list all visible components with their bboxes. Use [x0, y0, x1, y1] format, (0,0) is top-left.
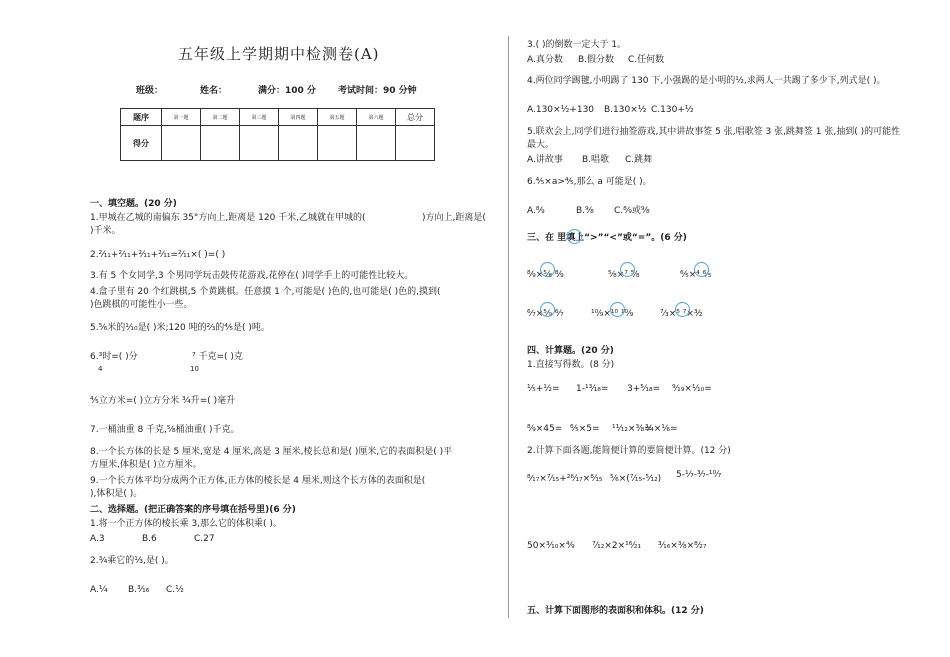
score-table — [120, 108, 435, 161]
direct-write-2: 1-¹³⁄₁₈= — [576, 384, 609, 394]
direct-write-3: 3+⁵⁄₁₈= — [627, 384, 661, 394]
column-divider — [508, 36, 509, 618]
calc-3: 5-¹⁄₇-³⁄₇-¹⁰⁄₇ — [676, 470, 722, 480]
answer-circle-icon — [567, 229, 582, 244]
row-label-score: 得分 — [121, 126, 162, 161]
choice-5-option-c: C.跳舞 — [625, 155, 653, 165]
page-title: 五年级上学期期中检测卷(A) — [178, 45, 380, 63]
q4-part-b: )色跳棋的可能性小一些。 — [90, 300, 193, 310]
compare-6: ⁷⁄₃×⁵ ⁷×³⁄₂ — [660, 309, 703, 319]
full-marks: 满分：100 分 — [258, 86, 316, 96]
choice-6-option-b: B.⁹⁄₈ — [576, 206, 594, 216]
choice-3-option-c: C.任何数 — [628, 55, 665, 65]
choice-2-option-b: B.³⁄₁₆ — [128, 585, 150, 595]
direct-write-7: ¹¹⁄₁₂×³⁄₈= — [612, 424, 652, 434]
q6-kilograms: ⁷ 千克=( )克 — [192, 352, 243, 362]
choice-5-option-b: B.唱歌 — [582, 155, 610, 165]
choice-2-option-c: C.¹⁄₂ — [166, 585, 184, 595]
part-2-title: 2.计算下面各题,能简便计算的要简便计算。(12 分) — [527, 446, 731, 456]
q1-part-a: 1.甲城在乙城的南偏东 35°方向上,距离是 120 千米,乙城就在甲城的( — [90, 213, 366, 223]
choice-3-option-a: A.真分数 — [527, 55, 563, 65]
score-cell[interactable] — [201, 126, 240, 161]
calc-2: ⁵⁄₆×(⁷⁄₁₅-⁵⁄₁₂) — [610, 474, 662, 484]
q6-hours-denominator: 4 — [98, 365, 103, 373]
direct-write-5: ⁸⁄₉×45= — [527, 424, 563, 434]
choice-2-option-a: A.¹⁄₄ — [90, 585, 108, 595]
name-label: 姓名： — [200, 86, 228, 96]
col-2: 第二题 — [201, 109, 240, 126]
col-3: 第三题 — [240, 109, 279, 126]
choice-4-option-c: C.130+¹⁄₂ — [651, 105, 694, 115]
q1-part-b: )方向上,距离是( — [422, 213, 486, 223]
direct-write-1: ¹⁄₅+¹⁄₂= — [527, 384, 560, 394]
choice-3: 3.( )的倒数一定大于 1。 — [527, 40, 627, 50]
choice-6: 6.⁴⁄₅×a>⁴⁄₅,那么 a 可能是( )。 — [527, 177, 652, 187]
compare-4-circle[interactable] — [540, 302, 555, 317]
section-1-title: 一、填空题。(20 分) — [90, 199, 177, 209]
q4-part-a: 4.盒子里有 20 个红跳棋,5 个黄跳棋。任意摸 1 个,可能是( )色的,也可能是( )色的,摸到( — [90, 287, 441, 297]
q9-part-a: 9.一个长方体平均分成两个正方体,正方体的棱长是 4 厘米,则这个长方体的表面积是( — [90, 476, 426, 486]
direct-write-8: ³⁄₄×¹⁄₆= — [645, 424, 678, 434]
col-1: 第一题 — [162, 109, 201, 126]
compare-4: ⁶⁄₇×⁵⁄₉ ⁶⁄₇ — [527, 309, 564, 319]
choice-6-option-c: C.⁸⁄₉或⁹⁄₈ — [614, 206, 650, 216]
score-cell[interactable] — [357, 126, 396, 161]
q2: 2.²⁄₁₁+²⁄₁₁+²⁄₁₁+²⁄₁₁=²⁄₁₁×( )=( ) — [90, 250, 226, 260]
calc-5: ⁷⁄₁₂×2×¹⁶⁄₂₁ — [592, 541, 642, 551]
direct-write-6: ⁶⁄₅×5= — [570, 424, 600, 434]
choice-1-option-b: B.6 — [142, 534, 157, 544]
q6-kilograms-denominator: 10 — [190, 365, 199, 373]
choice-1-option-c: C.27 — [194, 534, 215, 544]
compare-2-circle[interactable] — [620, 262, 635, 277]
direct-write-4: ⁹⁄₁₉×¹⁄₁₀= — [672, 384, 712, 394]
q3: 3.有 5 个女同学,3 个男同学玩击鼓传花游戏,花停在( )同学手上的可能性比较大。 — [90, 271, 414, 281]
choice-1-option-a: A.3 — [90, 534, 105, 544]
compare-6-circle[interactable] — [675, 302, 690, 317]
q8-part-b: 方厘米,体积是( )立方厘米。 — [90, 460, 202, 470]
class-label: 班级： — [136, 86, 164, 96]
choice-6-option-a: A.⁸⁄₉ — [527, 206, 545, 216]
compare-1: ⁸⁄₉×⁵⁄₈ ⁸⁄₉ — [527, 270, 564, 280]
section-2-title: 二、选择题。(把正确答案的序号填在括号里)(6 分) — [90, 505, 296, 515]
compare-1-circle[interactable] — [540, 262, 555, 277]
score-cell[interactable] — [240, 126, 279, 161]
choice-4: 4.两位同学踢毽,小明踢了 130 下,小强踢的是小明的¹⁄₂,求两人一共踢了多少下,列式是( )。 — [527, 76, 886, 86]
section-5-title: 五、计算下面图形的表面积和体积。(12 分) — [527, 606, 704, 616]
choice-5-part-a: 5.联欢会上,同学们进行抽签游戏,其中讲故事签 5 张,唱歌签 3 张,跳舞签 1 张,抽到( )的可能性 — [527, 127, 901, 137]
q9-part-b: ),体积是( )。 — [90, 489, 143, 499]
compare-2: ⁵⁄₈×⁷ ⁵⁄₈ — [608, 270, 640, 280]
choice-3-option-b: B.假分数 — [578, 55, 615, 65]
q7: 7.一桶油重 8 千克,⁵⁄₈桶油重( )千克。 — [90, 425, 240, 435]
row-label-order: 题序 — [121, 109, 162, 126]
calc-6: ³⁄₁₆×³⁄₈×⁸⁄₂₇ — [658, 541, 707, 551]
q5: 5.⁵⁄₆米的¹⁄₁₀是( )米;120 吨的²⁄₃的⁴⁄₅是( )吨。 — [90, 323, 270, 333]
q8-part-a: 8.一个长方体的长是 5 厘米,宽是 4 厘米,高是 3 厘米,棱长总和是( )厘米,它的表面积是( )平 — [90, 447, 453, 457]
col-6: 第六题 — [357, 109, 396, 126]
choice-4-option-b: B.130×¹⁄₂ — [604, 105, 647, 115]
score-cell[interactable] — [318, 126, 357, 161]
compare-5: ¹⁰⁄₉×¹⁰ ¹⁰⁄₉ — [591, 309, 634, 319]
col-4: 第四题 — [279, 109, 318, 126]
q1-part-c: )千米。 — [90, 226, 121, 236]
score-cell[interactable] — [162, 126, 201, 161]
calc-4: 50×³⁄₁₀×⁴⁄₉ — [527, 541, 575, 551]
score-cell[interactable] — [279, 126, 318, 161]
choice-5-option-a: A.讲故事 — [527, 155, 563, 165]
col-5: 第五题 — [318, 109, 357, 126]
score-cell-total[interactable] — [396, 126, 435, 161]
section-3-title: 三、在 里填上“>”“<”或“=”。(6 分) — [527, 233, 687, 243]
section-4-title: 四、计算题。(20 分) — [527, 346, 614, 356]
choice-4-option-a: A.130×¹⁄₂+130 — [527, 105, 595, 115]
compare-3: ⁶⁄₅×⁴ ⁶⁄₅ — [680, 270, 712, 280]
part-1-title: 1.直接写得数。(8 分) — [527, 360, 615, 370]
compare-3-circle[interactable] — [694, 262, 709, 277]
choice-1: 1.将一个正方体的棱长乘 3,那么它的体积乘( )。 — [90, 519, 282, 529]
q6-volume: ⁴⁄₅立方米=( )立方分米 ³⁄₄升=( )毫升 — [90, 396, 236, 406]
choice-2: 2.³⁄₄乘它的¹⁄₃,是( )。 — [90, 556, 174, 566]
q6-hours: 6.³时=( )分 — [90, 352, 138, 362]
exam-time: 考试时间：90 分钟 — [338, 86, 417, 96]
col-total: 总分 — [396, 109, 435, 126]
choice-5-part-b: 最大。 — [527, 140, 555, 150]
calc-1: ⁸⁄₁₇×⁷⁄₁₅+²⁶⁄₁₇×⁸⁄₁₅ — [527, 474, 603, 484]
compare-5-circle[interactable] — [610, 302, 625, 317]
